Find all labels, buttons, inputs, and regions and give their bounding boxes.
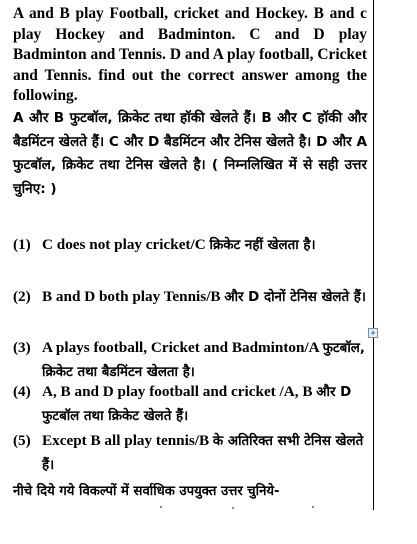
option-text — [42, 429, 367, 477]
option-text — [42, 336, 367, 384]
question-hindi: A और B फुटबॉल, क्रिकेट तथा हॉकी खेलते हैं। B और C हॉकी और बैडमिंटन खेलते हैं। C और D बैडमिंटन और टेनिस खेलते है। D और A फुटबॉल, क्रिकेट तथा टेनिस खेलते है। ( निम्नलिखित में से सही उत्तर चुनिए: ) — [13, 110, 367, 197]
option-number: (2) — [13, 288, 31, 305]
anchor-icon[interactable]: + — [368, 328, 378, 338]
option-text-hindi: के अतिरिक्त सभी टेनिस खेलते हैं। — [42, 434, 364, 473]
stray-mark — [232, 507, 234, 509]
option-text-hindi: फुटबॉल, क्रिकेट तथा बैडमिंटन खेलता है। — [42, 341, 365, 380]
option-2 — [13, 285, 367, 309]
option-text-hindi: और D दोनों टेनिस खेलते हैं। — [224, 290, 366, 305]
option-1 — [13, 233, 367, 257]
option-text-english: A, B and D play football and cricket /A, B — [42, 383, 317, 400]
option-number: (3) — [13, 339, 31, 356]
option-number: (5) — [13, 432, 31, 449]
option-text-english: B and D both play Tennis/B — [42, 288, 225, 305]
option-text-hindi: और D फुटबॉल तथा क्रिकेट खेलते हैं। — [42, 385, 352, 424]
option-4 — [13, 380, 367, 428]
option-text-hindi: क्रिकेट नहीं खेलता है। — [209, 238, 316, 253]
option-number: (1) — [13, 236, 31, 253]
option-text-english: C does not play cricket/C — [42, 236, 210, 253]
question-english: A and B play Football, cricket and Hockey. B and c play Hockey and Badminton. C and D play Badminton and Tennis. D and A play football, Cricket and Tennis. find out the correct answer among the following. — [13, 5, 367, 104]
option-text — [42, 380, 367, 428]
column-divider — [373, 0, 374, 510]
option-text-english: A plays football, Cricket and Badminton/A — [42, 339, 323, 356]
option-text — [42, 285, 367, 309]
option-text — [42, 233, 367, 257]
option-text-english: Except B all play tennis/B — [42, 432, 213, 449]
answer-instruction: नीचे दिये गये विकल्पों में सर्वाधिक उपयुक्त उत्तर चुनिये- — [13, 484, 280, 499]
option-5 — [13, 429, 367, 477]
option-number: (4) — [13, 383, 31, 400]
stray-mark — [160, 506, 162, 508]
stray-mark — [312, 506, 314, 508]
option-3 — [13, 336, 367, 384]
